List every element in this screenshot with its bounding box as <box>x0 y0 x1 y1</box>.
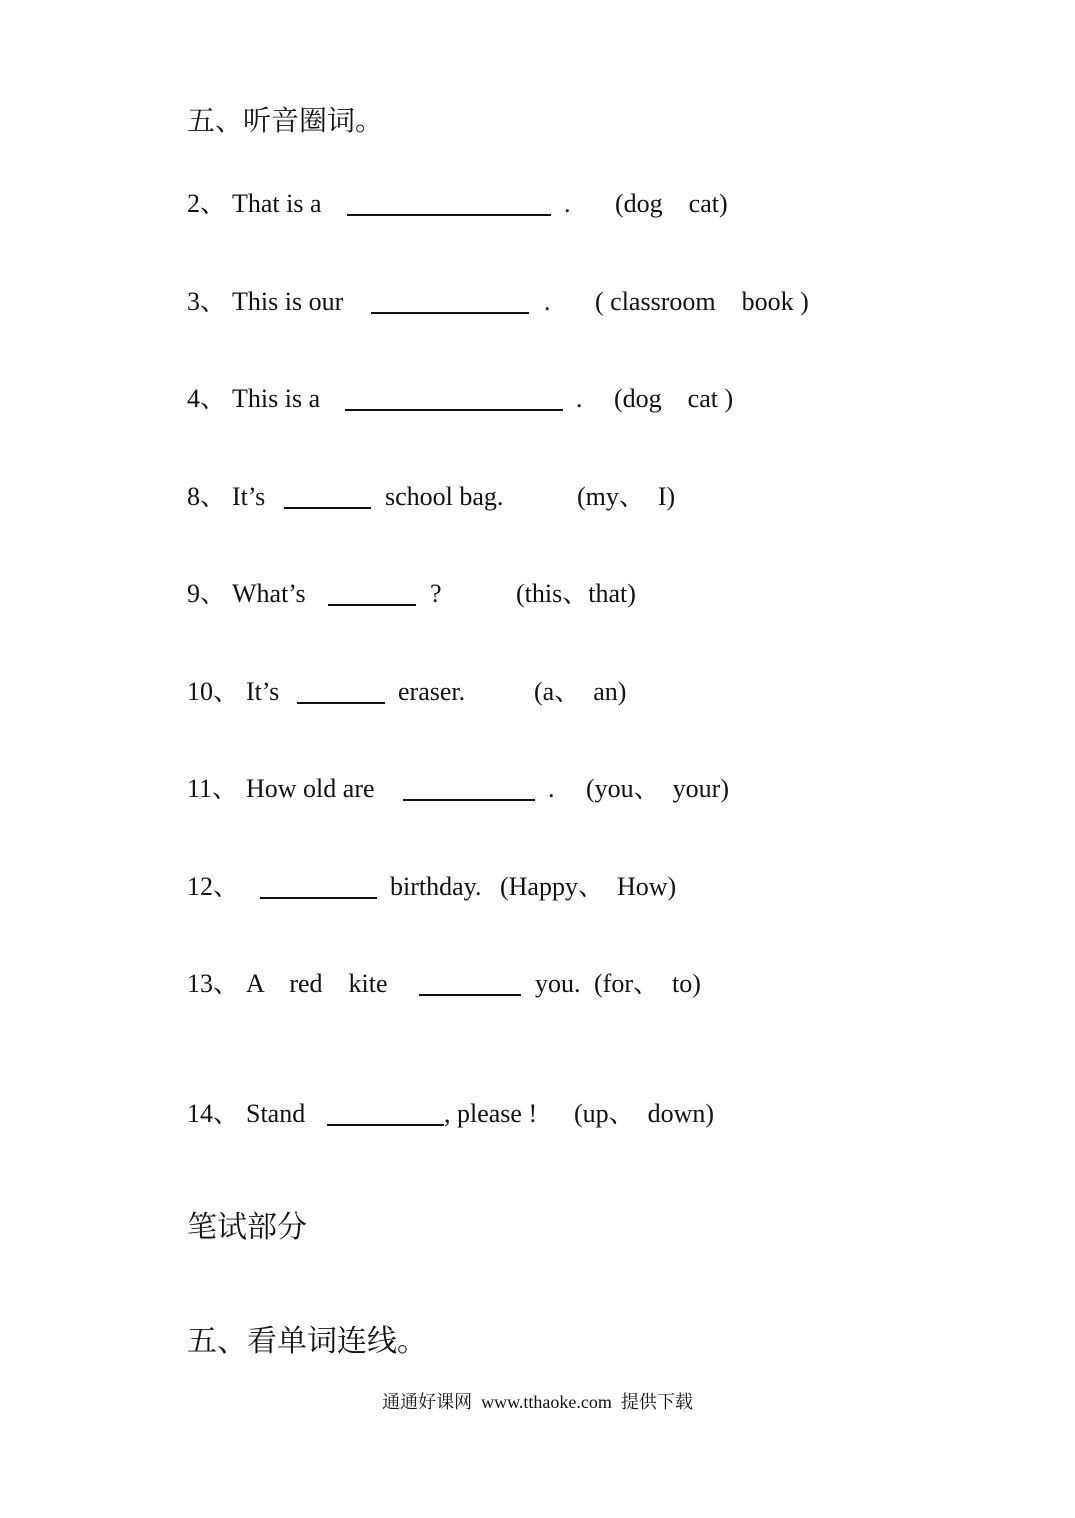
item-text-after: . <box>576 384 583 413</box>
item-number: 11、 <box>187 774 239 803</box>
exercise-item <box>187 871 887 905</box>
heading-text: 五、听音圈词。 <box>187 106 384 137</box>
item-options: (my、 I) <box>577 482 676 511</box>
item-number: 10、 <box>187 677 240 706</box>
section-heading-listening <box>187 106 383 138</box>
footer-text: 通通好课网 www.tthaoke.com 提供下载 <box>382 1392 693 1412</box>
answer-blank[interactable] <box>347 214 551 216</box>
item-text-before: Stand <box>246 1099 306 1128</box>
item-number: 9、 <box>187 579 227 608</box>
item-options: (this、that) <box>516 579 636 608</box>
item-options: (a、 an) <box>534 677 627 706</box>
exercise-item <box>187 286 887 320</box>
item-number: 13、 <box>187 969 240 998</box>
page-footer <box>0 1390 1075 1414</box>
item-text-after: school bag. <box>385 482 504 511</box>
item-text-before: This is a <box>232 384 321 413</box>
heading-text: 笔试部分 <box>187 1211 307 1244</box>
item-text-before: What’s <box>232 579 306 608</box>
exercise-item <box>187 1098 887 1132</box>
item-options: (up、 down) <box>574 1099 715 1128</box>
heading-text: 五、看单词连线。 <box>187 1325 427 1358</box>
item-number: 14、 <box>187 1099 240 1128</box>
answer-blank[interactable] <box>260 897 377 899</box>
item-text-before: It’s <box>246 677 280 706</box>
answer-blank[interactable] <box>371 312 529 314</box>
exercise-item <box>187 481 887 515</box>
item-text-before: That is a <box>232 189 322 218</box>
item-options: (dog cat) <box>615 189 728 218</box>
exercise-item <box>187 188 887 222</box>
item-options: (Happy、 How) <box>500 872 677 901</box>
answer-blank[interactable] <box>419 994 521 996</box>
item-text-after: you. <box>535 969 581 998</box>
item-text-after: . <box>564 189 571 218</box>
item-text-after: ? <box>430 579 442 608</box>
item-options: (you、 your) <box>586 774 729 803</box>
section-heading-matching <box>187 1324 427 1360</box>
item-number: 4、 <box>187 384 227 413</box>
exercise-item <box>187 968 887 1002</box>
item-number: 8、 <box>187 482 227 511</box>
exercise-item <box>187 676 887 710</box>
item-text-before: A red kite <box>246 969 388 998</box>
item-options: (for、 to) <box>594 969 701 998</box>
answer-blank[interactable] <box>403 799 535 801</box>
exercise-item <box>187 773 887 807</box>
answer-blank[interactable] <box>284 507 371 509</box>
item-options: ( classroom book ) <box>595 287 809 316</box>
item-text-after: eraser. <box>398 677 466 706</box>
item-number: 3、 <box>187 287 227 316</box>
item-text-after: . <box>548 774 555 803</box>
item-text-after: . <box>544 287 551 316</box>
item-options: (dog cat ) <box>614 384 734 413</box>
answer-blank[interactable] <box>328 604 416 606</box>
answer-blank[interactable] <box>297 702 385 704</box>
item-text-before: It’s <box>232 482 266 511</box>
exercise-item <box>187 578 887 612</box>
answer-blank[interactable] <box>345 409 563 411</box>
item-text-after: , please ! <box>444 1099 538 1128</box>
answer-blank[interactable] <box>327 1124 444 1126</box>
section-heading-written <box>187 1210 307 1246</box>
exercise-item <box>187 383 887 417</box>
item-number: 2、 <box>187 189 227 218</box>
item-text-after: birthday. <box>390 872 482 901</box>
item-text-before: This is our <box>232 287 344 316</box>
item-number: 12、 <box>187 872 240 901</box>
item-text-before: How old are <box>246 774 375 803</box>
